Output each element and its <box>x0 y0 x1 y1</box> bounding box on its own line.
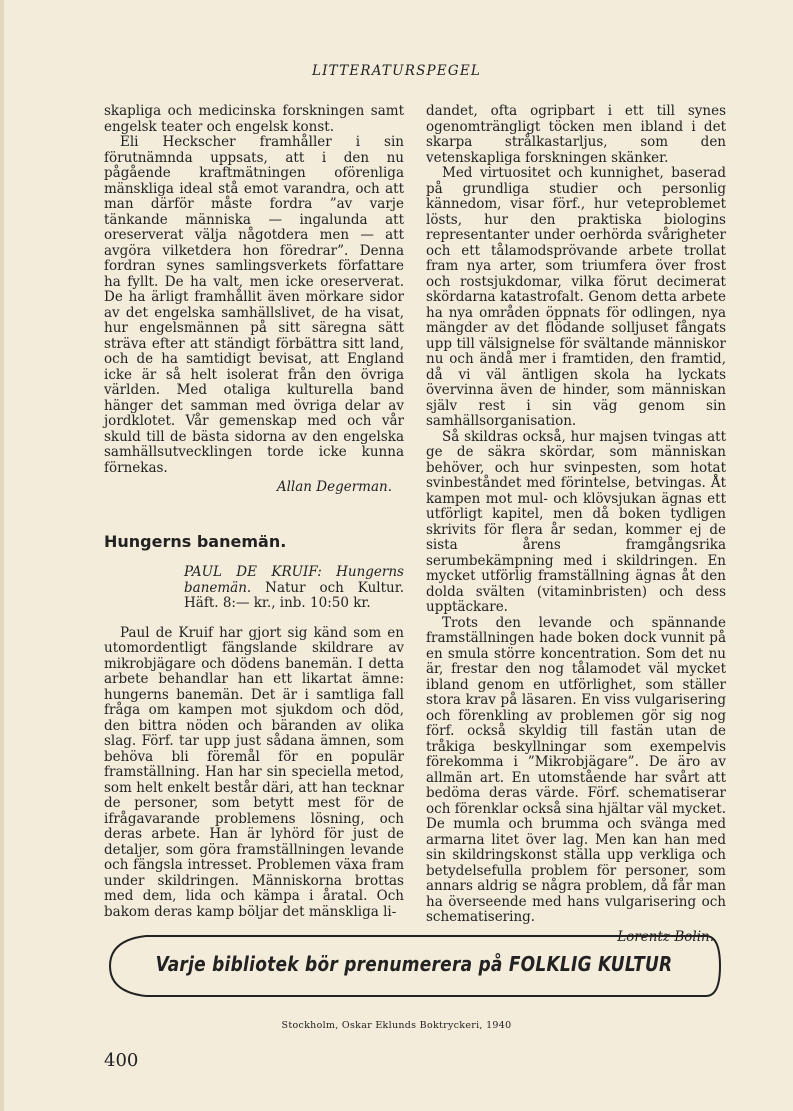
biblio-author-title: PAUL DE KRUIF: Hungerns banemän. <box>184 564 404 596</box>
biblio-publisher-price: Natur och Kultur. Häft. 8:— kr., inb. 10:50 kr. <box>184 579 404 611</box>
section-title: Hungerns banemän. <box>104 531 287 551</box>
bibliographic-entry <box>184 565 404 612</box>
right-column <box>426 104 726 945</box>
advert-banner <box>106 934 722 998</box>
page-number: 400 <box>104 1050 139 1071</box>
paragraph: dandet, ofta ogripbart i ett till synes ogenomträngligt töcken men ibland i det skarpa strålkastarljus, som den vetenskapliga forskningen skänker. <box>426 103 726 166</box>
signature-degerman: Allan Degerman. <box>276 479 392 495</box>
paragraph: Så skildras också, hur majsen tvingas att ge de säkra skördar, som människan behöver, och hur svinpesten, som hotat svinbeståndet med förintelse, betvingas. Åt kampen mot mul- och klövsjukan ägnas ett utförligt kapitel, men då boken tydligen skrivits för flera år sedan, kommer ej de sista årens framgångsrika serumbekämpning med i skildringen. En mycket utförlig framställning ägnas åt den dolda svälten (vitaminbristen) och dess upptäckare. <box>426 428 726 615</box>
signature-bolin: Lorentz Bolin. <box>617 928 714 945</box>
paragraph: skapliga och medicinska forskningen samt engelsk teater och engelsk konst. <box>104 103 404 135</box>
running-head: LITTERATURSPEGEL <box>311 63 482 79</box>
left-column <box>104 104 404 920</box>
paragraph: Eli Heckscher framhåller i sin förutnämnda uppsats, att i den nu pågående kraftmätningen oförenliga mänskliga ideal stå emot varandra, och att man därför måste fordra ”av varje tänkande människa — ingalunda att oreserverat välja någotdera men — att avgöra vilketdera hon föredrar”. Denna fordran synes samlingsverkets författare ha fyllt. De ha valt, men icke oreserverat. De ha ärligt framhållit även mörkare sidor av det engelska samhällslivet, de ha visat, hur engelsmännen på sitt säregna sätt sträva efter att ständigt förbättra sitt land, och de ha samtidigt bevisat, att England icke är så helt isolerat från den övriga världen. Med otaliga kulturella band hänger det samman med övriga delar av jordklotet. Vår gemenskap med och vår skuld till de bästa sidorna av den engelska samhällsutvecklingen torde icke kunna förnekas. <box>104 134 404 476</box>
paragraph: Paul de Kruif har gjort sig känd som en utomordentligt fängslande skildrare av mikrobjägare och dödens banemän. I detta arbete behandlar han ett likartat ämne: hungerns banemän. Det är i samtliga fall fråga om kampen mot sjukdom och död, den bittra nöden och bäranden av olika slag. Förf. tar upp just sådana ämnen, som behöva bli föremål för en populär framställning. Han har sin speciella metod, som helt enkelt består däri, att han tecknar de personer, som betytt mest för de ifrågavarande problemens lösning, och deras arbete. Han är lyhörd för just de detaljer, som göra framställningen levande och fängsla intresset. Problemen växa fram under skildringen. Människorna brottas med dem, lida och kämpa i åratal. Och bakom deras kamp böljar det mänskliga li- <box>104 624 404 920</box>
advert-text: Varje bibliotek bör prenumerera på FOLKLIG KULTUR <box>155 952 673 976</box>
paragraph: Med virtuositet och kunnighet, baserad på grundliga studier och personlig kännedom, visar förf., hur veteproblemet lösts, hur den praktiska biologins representanter under oerhörda svårigheter och ett tålamodsprövande arbete trollat fram nya arter, som triumfera över frost och rostsjukdomar, vilka förut decimerat skördarna katastrofalt. Genom detta arbete ha nya områden öppnats för odlingen, nya mängder av det flödande solljuset fångats upp till välsignelse för svältande människor nu och ändå mer i framtiden, den framtid, då vi väl äntligen skola ha lyckats övervinna även de hinder, som människan själv rest i sin väg genom sin samhällsorganisation. <box>426 165 726 429</box>
paragraph: Trots den levande och spännande framställningen hade boken dock vunnit på en smula större koncentration. Som det nu är, frestar den nog tålamodet väl mycket ibland genom en utförlighet, som ställer stora krav på läsaren. En viss vulgarisering och förenkling av problemen gör sig nog förf. också skyldig till fastän utan de tråkiga beskyllningar som exempelvis förekomma i ”Mikrobjägare”. De äro av allmän art. En utomstående har svårt att bedöma deras värde. Förf. schematiserar och förenklar också sina hjältar väl mycket. De mumla och brumma och svänga med armarna litet över lag. Men kan han med sin skildringskonst ställa upp verkliga och betydelsefulla problem för personer, som annars aldrig se några problem, då får man ha överseende med hans vulgarisering och schematisering. <box>426 614 726 925</box>
printer-imprint: Stockholm, Oskar Eklunds Boktryckeri, 1940 <box>281 1020 512 1031</box>
